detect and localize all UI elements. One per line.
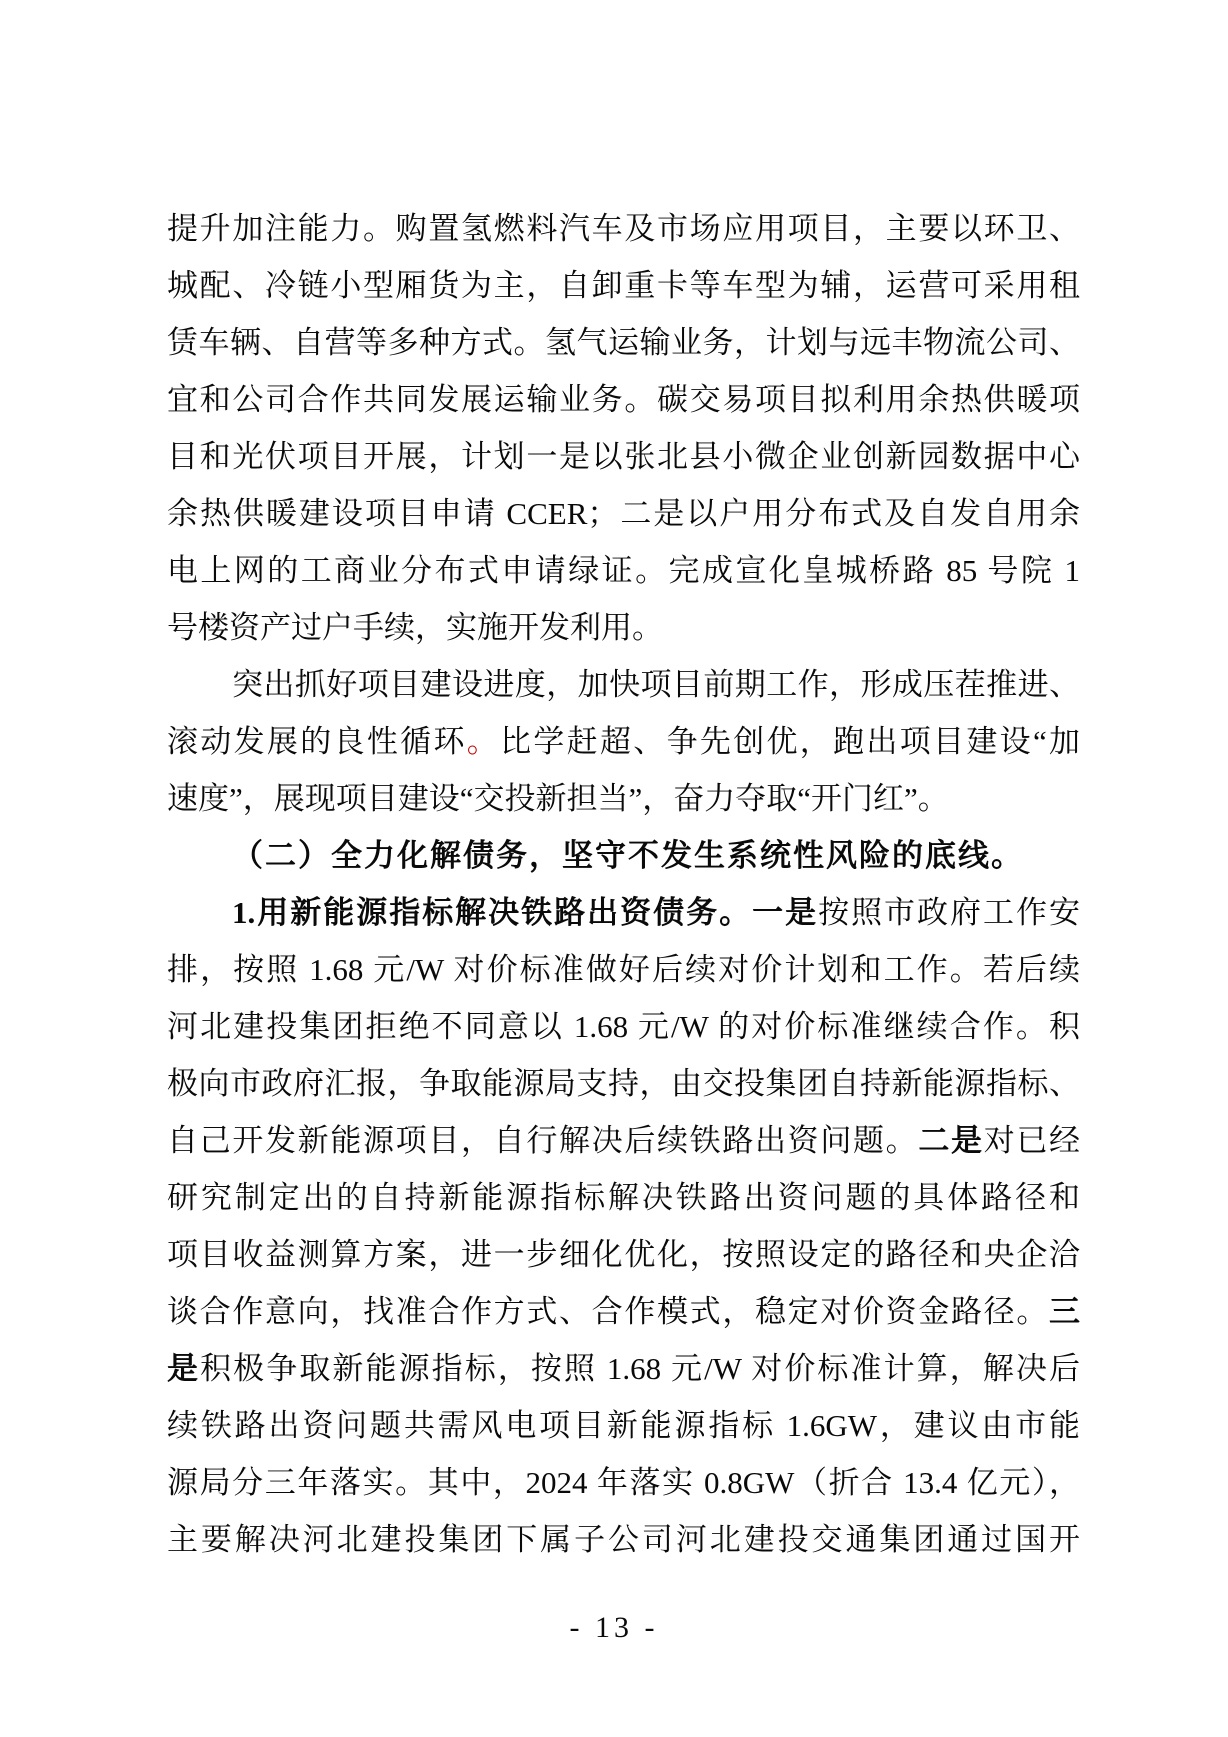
- text-line: [167, 1340, 1080, 1397]
- bold-text: 1.用新能源指标解决铁路出资债务。一是: [232, 895, 819, 930]
- bold-text: 二是: [918, 1123, 984, 1158]
- body-text: 主要解决河北建投集团下属子公司河北建投交通集团通过国开: [167, 1522, 1080, 1557]
- body-text: 赁车辆、自营等多种方式。氢气运输业务，计划与远丰物流公司、: [167, 325, 1080, 360]
- text-line: [167, 1169, 1080, 1226]
- text-line: [167, 1283, 1080, 1340]
- body-text: 城配、冷链小型厢货为主，自卸重卡等车型为辅，运营可采用租: [167, 268, 1080, 303]
- red-punctuation: 。: [466, 724, 501, 759]
- body-text: 突出抓好项目建设进度，加快项目前期工作，形成压茬推进、: [232, 667, 1080, 702]
- body-text: 积极争取新能源指标，按照 1.68 元/W 对价标准计算，解决后: [200, 1351, 1081, 1386]
- body-text: 对已经: [983, 1123, 1081, 1158]
- body-text: 宜和公司合作共同发展运输业务。碳交易项目拟利用余热供暖项: [167, 382, 1080, 417]
- bold-text: 三: [1049, 1294, 1080, 1329]
- text-line: [167, 200, 1080, 257]
- body-text: （二）全力化解债务，坚守不发生系统性风险的底线。: [232, 838, 1024, 873]
- text-line: [167, 884, 1080, 941]
- subsection-heading: [167, 827, 1080, 884]
- page-footer: [0, 1606, 1228, 1650]
- body-text: 研究制定出的自持新能源指标解决铁路出资问题的具体路径和: [167, 1180, 1080, 1215]
- text-line: [167, 998, 1080, 1055]
- body-text: 源局分三年落实。其中，2024 年落实 0.8GW（折合 13.4 亿元），: [167, 1465, 1080, 1500]
- body-text: 速度”，展现项目建设“交投新担当”，奋力夺取“开门红”。: [167, 781, 949, 816]
- body-text: 按照市政府工作安: [818, 895, 1081, 930]
- text-line: [167, 542, 1080, 599]
- text-line: [167, 314, 1080, 371]
- body-text: 极向市政府汇报，争取能源局支持，由交投集团自持新能源指标、: [167, 1066, 1080, 1101]
- document-body: [167, 200, 1080, 1568]
- body-text: 比学赶超、争先创优，跑出项目建设“加: [500, 724, 1081, 759]
- body-text: 河北建投集团拒绝不同意以 1.68 元/W 的对价标准继续合作。积: [167, 1009, 1080, 1044]
- text-line: [167, 1397, 1080, 1454]
- body-text: 目和光伏项目开展，计划一是以张北县小微企业创新园数据中心: [167, 439, 1080, 474]
- text-line: [167, 713, 1080, 770]
- bold-text: 是: [167, 1351, 201, 1386]
- text-line: [167, 1511, 1080, 1568]
- text-line: [167, 1454, 1080, 1511]
- text-lines: [167, 200, 1080, 1568]
- body-text: 余热供暖建设项目申请 CCER；二是以户用分布式及自发自用余: [167, 496, 1080, 531]
- text-line: [167, 257, 1080, 314]
- body-text: 滚动发展的良性循环: [167, 724, 467, 759]
- text-line: [167, 599, 1080, 656]
- text-line: [167, 656, 1080, 713]
- body-text: 号楼资产过户手续，实施开发利用。: [167, 610, 663, 645]
- body-text: 电上网的工商业分布式申请绿证。完成宣化皇城桥路 85 号院 1: [167, 553, 1080, 588]
- body-text: 谈合作意向，找准合作方式、合作模式，稳定对价资金路径。: [167, 1294, 1049, 1329]
- text-line: [167, 485, 1080, 542]
- text-line: [167, 941, 1080, 998]
- text-line: [167, 371, 1080, 428]
- text-line: [167, 770, 1080, 827]
- body-text: 项目收益测算方案，进一步细化优化，按照设定的路径和央企洽: [167, 1237, 1080, 1272]
- body-text: 续铁路出资问题共需风电项目新能源指标 1.6GW，建议由市能: [167, 1408, 1080, 1443]
- body-text: 排，按照 1.68 元/W 对价标准做好后续对价计划和工作。若后续: [167, 952, 1080, 987]
- page-number: - 13 -: [569, 1611, 659, 1644]
- body-text: 提升加注能力。购置氢燃料汽车及市场应用项目，主要以环卫、: [167, 211, 1080, 246]
- body-text: 自己开发新能源项目，自行解决后续铁路出资问题。: [167, 1123, 919, 1158]
- text-line: [167, 1226, 1080, 1283]
- text-line: [167, 1112, 1080, 1169]
- text-line: [167, 428, 1080, 485]
- text-line: [167, 1055, 1080, 1112]
